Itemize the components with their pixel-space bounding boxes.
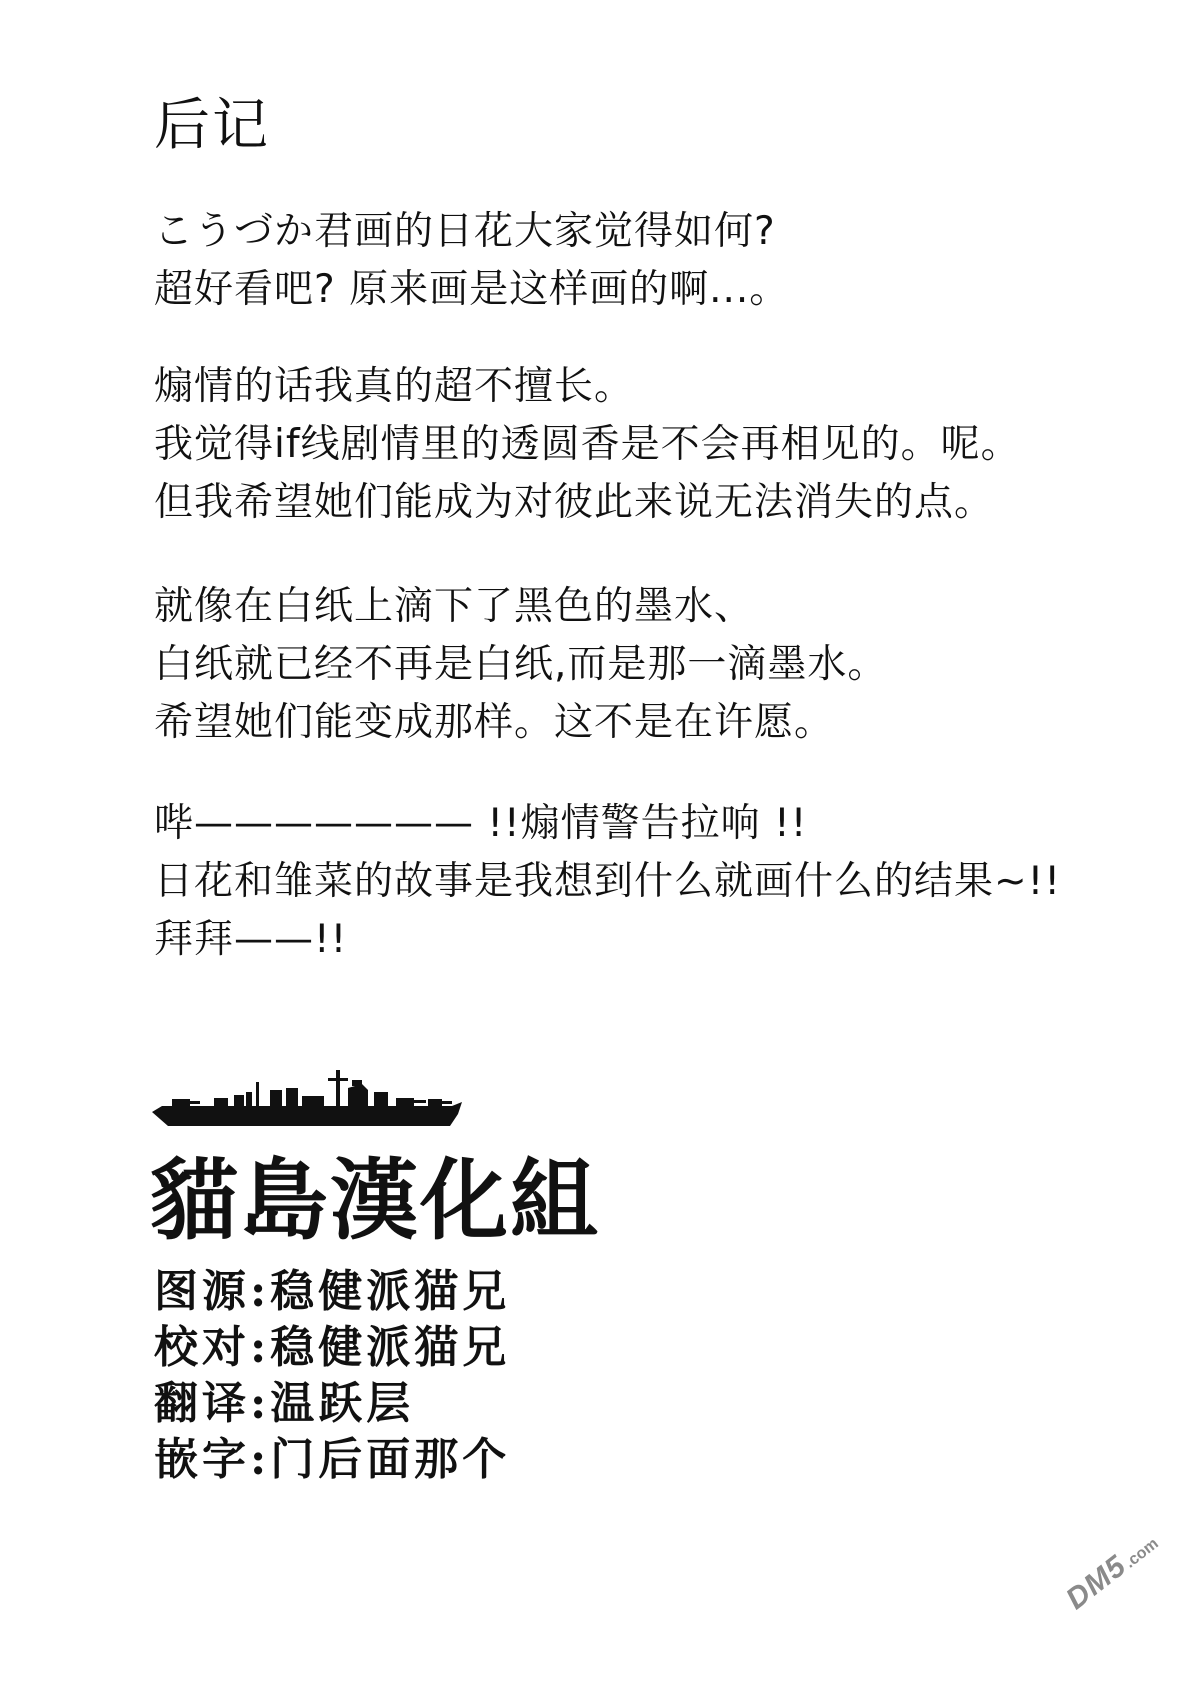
watermark-domain: .com <box>1121 1535 1162 1572</box>
paragraph-2 <box>154 358 1021 532</box>
paragraph-line: 希望她们能变成那样。这不是在许愿。 <box>154 700 835 745</box>
group-name: 貓島漢化組 <box>150 1148 601 1252</box>
paragraph-4 <box>154 795 1061 969</box>
paragraph-line: 超好看吧? 原来画是这样画的啊...。 <box>154 267 790 312</box>
paragraph-line: 就像在白纸上滴下了黑色的墨水、 <box>154 584 755 629</box>
credit-translation: 翻译:温跃层 <box>154 1378 415 1429</box>
paragraph-1 <box>154 203 789 319</box>
warship-silhouette-icon <box>152 1068 462 1130</box>
credits <box>154 1264 510 1488</box>
paragraph-line: 哔——————— !!煽情警告拉响 !! <box>154 801 808 846</box>
paragraph-3 <box>154 578 887 752</box>
watermark <box>1060 1525 1164 1617</box>
paragraph-line: 但我希望她们能成为对彼此来说无法消失的点。 <box>154 480 995 525</box>
credit-typesetting: 嵌字:门后面那个 <box>154 1434 511 1485</box>
paragraph-line: 拜拜——!! <box>154 917 348 962</box>
paragraph-line: 煽情的话我真的超不擅长。 <box>154 364 635 409</box>
watermark-logo: DM5 <box>1060 1549 1133 1617</box>
paragraph-line: 白纸就已经不再是白纸,而是那一滴墨水。 <box>154 642 888 687</box>
paragraph-line: 我觉得if线剧情里的透圆香是不会再相见的。呢。 <box>154 422 1021 467</box>
credit-proofread: 校对:稳健派猫兄 <box>154 1322 511 1373</box>
paragraph-line: 日花和雏菜的故事是我想到什么就画什么的结果~!! <box>154 859 1061 904</box>
credit-source: 图源:稳健派猫兄 <box>154 1266 511 1317</box>
paragraph-line: こうづか君画的日花大家觉得如何? <box>154 209 776 254</box>
page-title: 后记 <box>154 93 270 158</box>
